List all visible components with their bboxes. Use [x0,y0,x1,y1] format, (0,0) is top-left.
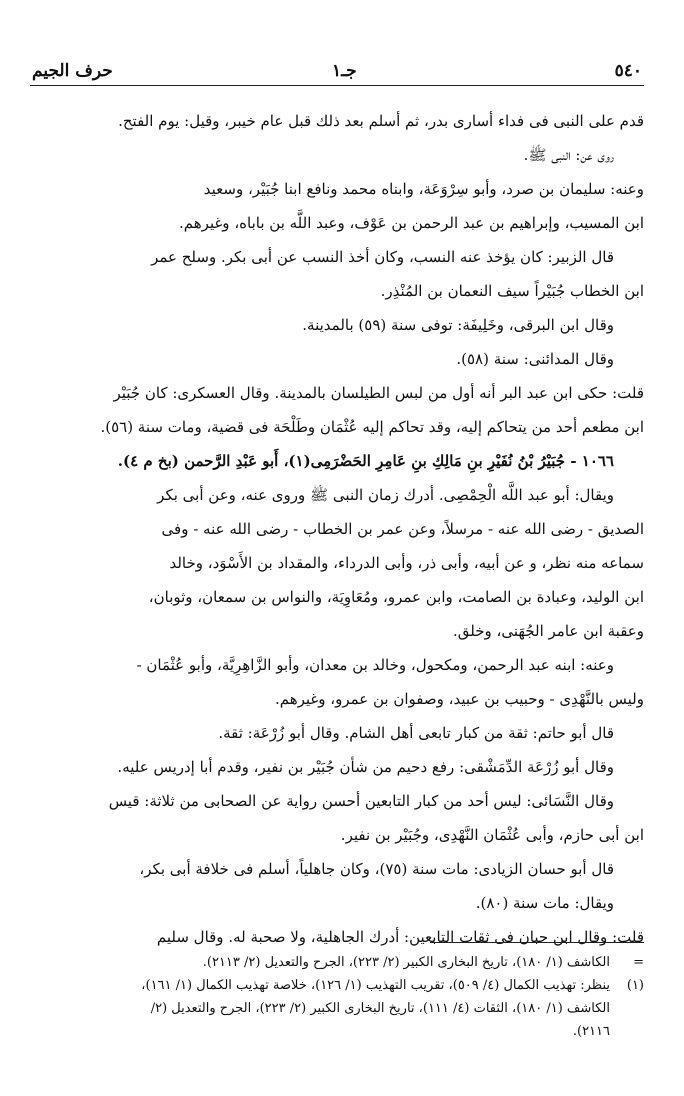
text-line: ابن مطعم أحد من يتحاكم إليه، وقد تحاكم إليه عُثْمَان وطَلْحَة فى قضية، ومات سنة (٥٦). [100,418,644,436]
footnote-text: الكاشف (١/ ١٨٠)، تاريخ البخارى الكبير (٢/ ٢٢٣)، الجرح والتعديل (٢/ ٢١١٣). [202,955,610,970]
footnote-line [30,974,644,997]
text-line: ويقال: مات سنة (٨٠). [475,894,614,912]
text-line: روى عن: النبى ﷺ. [523,146,614,164]
footnote-continuation-mark: = [633,955,644,970]
footnote-line: الكاشف (١/ ١٨٠)، الثقات (٤/ ١١١)، تاريخ البخارى الكبير (٢/ ٢٢٣)، الجرح والتعديل (٢/ [150,1001,610,1016]
entry-number: ١٠٦٦ - [570,452,614,470]
text-line: وعقبة ابن عامر الجُهَنى، وخلق. [453,622,644,640]
entry-title: جُبَيْرُ بْنُ نُفَيْرِ بنِ مَالِكِ بنِ عَامِرِ الحَضْرَمِى(١)، أَبو عَبْدِ الرَّحمن (بخ م ٤). [117,452,566,470]
text-line: ابن الوليد، وعبادة بن الصامت، وابن عمرو، ومُعَاوِيَة، والنواس بن سمعان، وثوبان، [148,588,644,606]
text-line: قلت: حكى ابن عبد البر أنه أول من لبس الطيلسان بالمدينة. وقال العسكرى: كان جُبَيْر [113,384,644,402]
footnote-text: ينظر: تهذيب الكمال (٤/ ٥٠٩)، تقريب التهذيب (١/ ١٢٦)، خلاصة تهذيب الكمال (١/ ١٦١)، [141,978,610,993]
text-line: ابن أبى حازم، وأبى عُثْمَان النَّهْدِى، وجُبَيْر بن نفير. [340,826,644,844]
text-line: وقال النَّسَائى: ليس أحد من كبار التابعين أحسن رواية عن الصحابى من ثلاثة: قيس [108,792,614,810]
text-line: وليس بالنَّهْدِى - وحبيب بن عبيد، وصفوان بن عمرو، وغيرهم. [274,690,644,708]
text-line: وعنه: سليمان بن صرد، وأبو سِرْوَعَة، وابناه محمد ونافع ابنا جُبَيْر، وسعيد [203,180,644,198]
section-title: حرف الجيم [32,61,113,81]
page-number: ٥٤٠ [614,61,642,81]
footnote-divider [430,942,644,943]
text-line: ابن الخطاب جُبَيْراً سيف النعمان بن المُنْذِر. [380,282,644,300]
text-line: وقال ابن البرقى، وخَلِيفَة: توفى سنة (٥٩) بالمدينة. [302,316,614,334]
footnote-line [30,951,644,974]
footnote-marker: (١) [626,978,644,993]
text-line: ابن المسيب، وإبراهيم بن عبد الرحمن بن عَوْف، وعبد اللَّه بن باباه، وغيرهم. [179,214,644,232]
text-line: وقال أبو زُرْعَة الدِّمَشْقى: رفع دحيم من شأن جُبَيْر بن نفير، وقدم أبا إدريس عليه. [117,758,614,776]
text-line: ويقال: أبو عبد اللَّه الْحِمْصِى. أدرك زمان النبى ﷺ وروى عنه، وعن أبى بكر [157,486,614,504]
footnote-line: ٢١١٦). [572,1024,610,1039]
text-line: سماعه منه نظر، و عن أبيه، وأبى ذر، وأبى الدرداء، والمقداد بن الأَسْوَد، وخالد [169,554,644,572]
volume-label: جـ١ [332,61,357,81]
text-line: قال الزبير: كان يؤخذ عنه النسب، وكان أخذ النسب عن أبى بكر. وسلح عمر [151,248,614,266]
body-text [28,104,644,954]
text-line: قال أبو حسان الزيادى: مات سنة (٧٥)، وكان جاهلياً، أسلم فى خلافة أبى بكر، [139,860,614,878]
footnotes [30,951,644,1043]
text-line: قلت: وقال ابن حبان فى ثقات التابعين: أدرك الجاهلية، ولا صحبة له. وقال سليم [156,928,644,946]
page-header [32,58,642,84]
text-line: وعنه: ابنه عبد الرحمن، ومكحول، وخالد بن معدان، وأبو الزَّاهِرِيَّة، وأبو عُثْمَان - [136,656,614,674]
text-line: قدم على النبى فى فداء أسارى بدر، ثم أسلم بعد ذلك قبل عام خيبر، وقيل: يوم الفتح. [118,112,644,130]
header-divider [30,85,644,86]
text-line: وقال المدائنى: سنة (٥٨). [456,350,614,368]
text-line: قال أبو حاتم: ثقة من كبار تابعى أهل الشام. وقال أبو زُرْعَة: ثقة. [218,724,614,742]
entry-heading [28,444,644,478]
text-line: الصديق - رضى الله عنه - مرسلاً، وعن عمر بن الخطاب - رضى الله عنه - وفى [161,520,644,538]
